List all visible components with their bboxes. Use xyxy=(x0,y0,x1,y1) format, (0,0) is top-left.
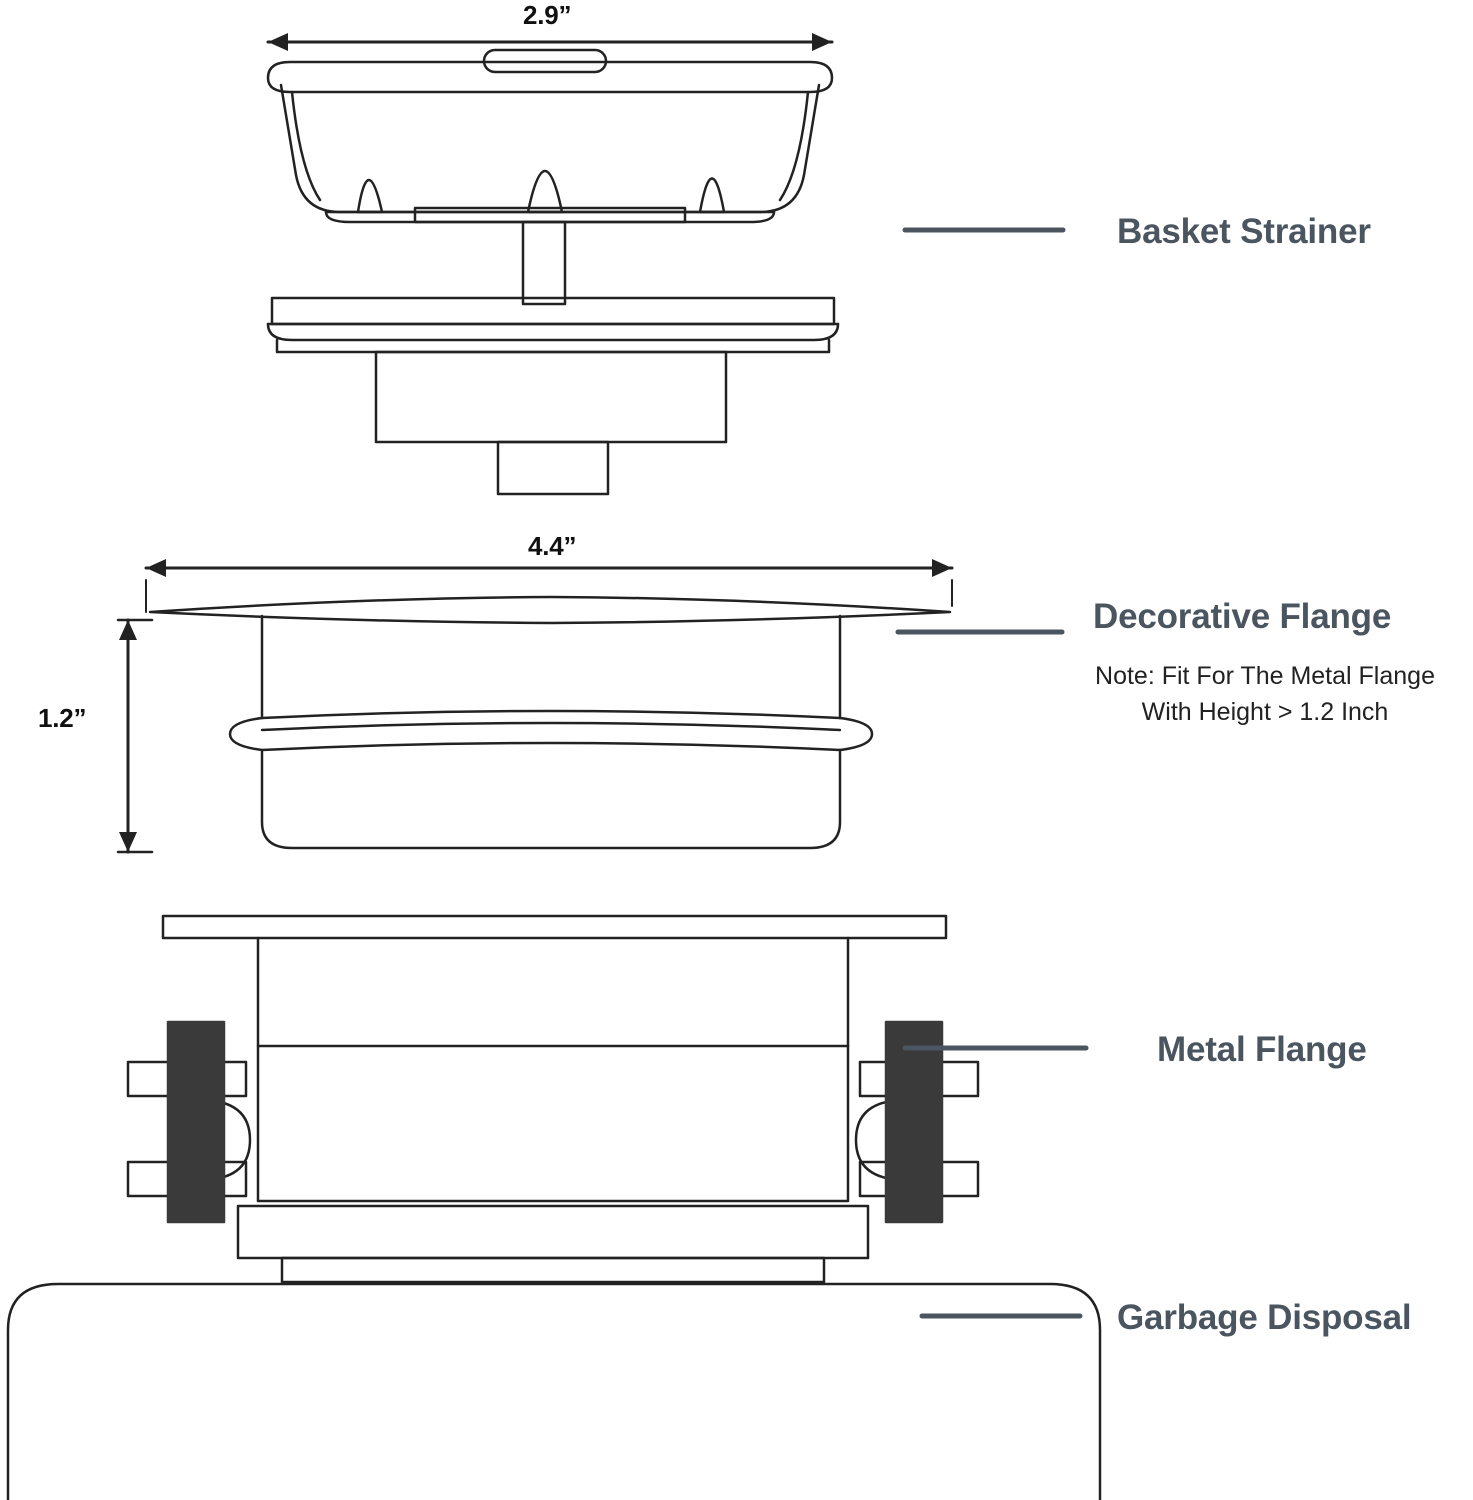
label-garbage-disposal: Garbage Disposal xyxy=(1117,1298,1412,1337)
note-metal-flange-height xyxy=(1065,658,1465,731)
note-line-1: Note: Fit For The Metal Flange xyxy=(1095,662,1435,690)
dimension-label-strainer-width: 2.9” xyxy=(523,0,572,30)
metal-flange-drawing xyxy=(128,916,978,1282)
note-line-2: With Height > 1.2 Inch xyxy=(1141,698,1389,727)
label-decorative-flange: Decorative Flange xyxy=(1093,597,1392,636)
dimension-label-flange-height: 1.2” xyxy=(38,703,87,733)
label-metal-flange: Metal Flange xyxy=(1157,1030,1367,1069)
dimension-arrow-1-2 xyxy=(118,620,152,852)
basket-strainer-drawing xyxy=(268,50,838,494)
label-basket-strainer: Basket Strainer xyxy=(1117,212,1371,251)
decorative-flange-drawing xyxy=(150,597,950,848)
dimension-label-flange-width: 4.4” xyxy=(528,531,577,561)
dimension-arrow-2-9 xyxy=(268,33,832,51)
